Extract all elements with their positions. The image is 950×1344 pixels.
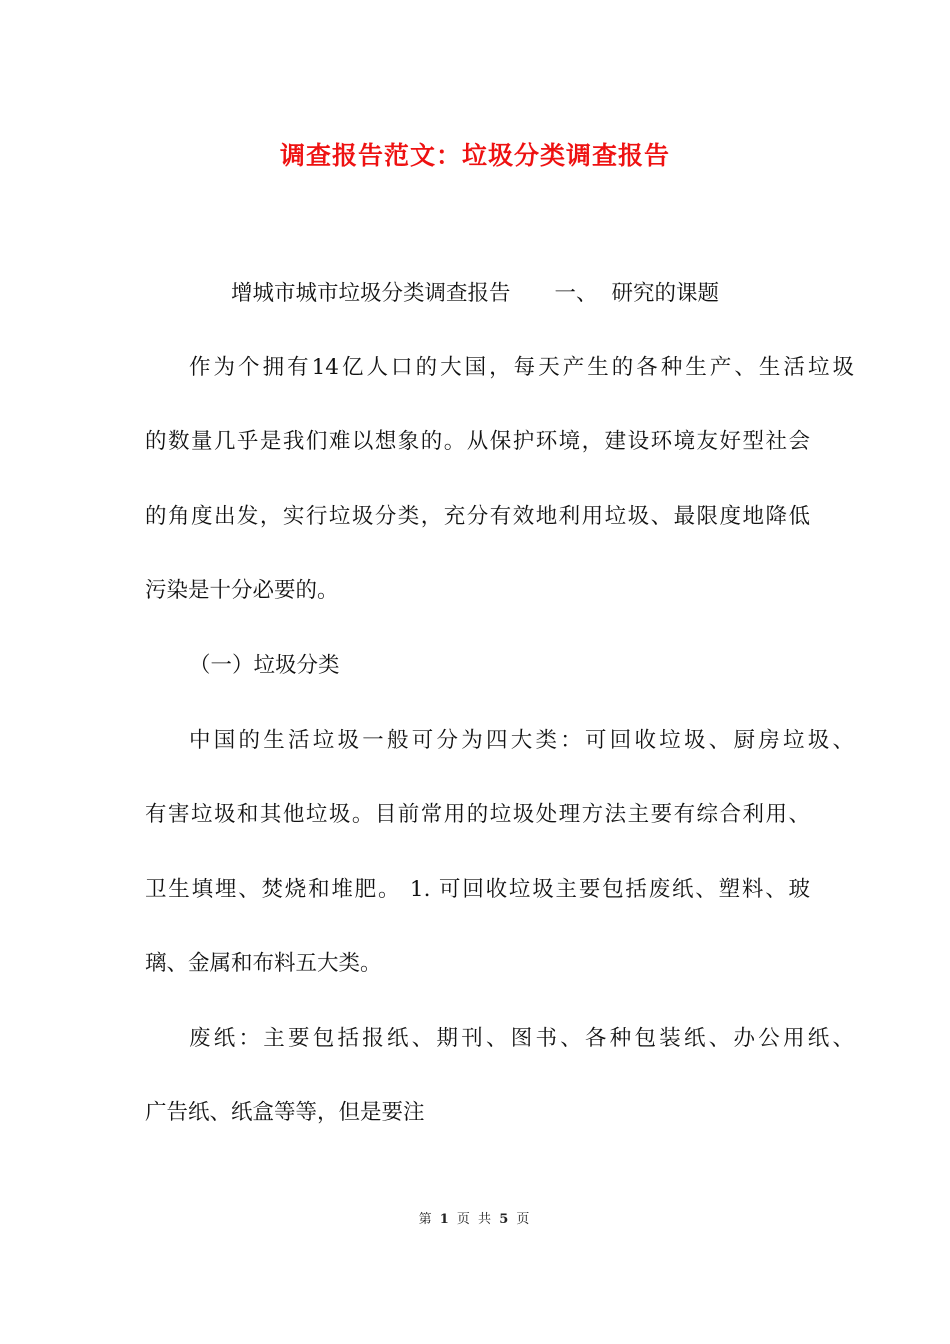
subtitle-section-title: 研究的课题: [611, 281, 720, 306]
document-title: 调查报告范文：垃圾分类调查报告: [279, 141, 670, 170]
section-heading-garbage-classification: （一）垃圾分类: [189, 653, 340, 678]
subtitle-section-number: 一、: [554, 281, 598, 306]
footer-page-number: 1: [439, 1212, 451, 1227]
footer-middle: 页 共: [456, 1212, 494, 1227]
footer-total-pages: 5: [499, 1212, 511, 1227]
page-footer: [0, 1208, 950, 1227]
paragraph-2-line-1: 中国的生活垃圾一般可分为四大类：可回收垃圾、厨房垃圾、: [189, 728, 854, 753]
paragraph-3-line-1: 废纸：主要包括报纸、期刊、图书、各种包装纸、办公用纸、: [189, 1026, 854, 1051]
paragraph-2-line-3: 卫生填埋、焚烧和堆肥。 1. 可回收垃圾主要包括废纸、塑料、玻: [145, 877, 810, 902]
footer-prefix: 第: [418, 1212, 434, 1227]
paragraph-3-line-2: 广告纸、纸盒等等，但是要注: [145, 1100, 425, 1125]
paragraph-1-line-1: 作为个拥有14亿人口的大国，每天产生的各种生产、生活垃圾: [189, 355, 854, 380]
report-subtitle: [0, 279, 950, 309]
paragraph-2-line-2: 有害垃圾和其他垃圾。目前常用的垃圾处理方法主要有综合利用、: [145, 802, 810, 827]
paragraph-1-line-2: 的数量几乎是我们难以想象的。从保护环境，建设环境友好型社会: [145, 429, 810, 454]
paragraph-1-line-4: 污染是十分必要的。: [145, 578, 339, 603]
subtitle-report-name: 增城市城市垃圾分类调查报告: [230, 281, 511, 306]
footer-suffix: 页: [516, 1212, 532, 1227]
paragraph-2-line-4: 璃、金属和布料五大类。: [145, 951, 382, 976]
paragraph-1-line-3: 的角度出发，实行垃圾分类，充分有效地利用垃圾、最限度地降低: [145, 504, 810, 529]
